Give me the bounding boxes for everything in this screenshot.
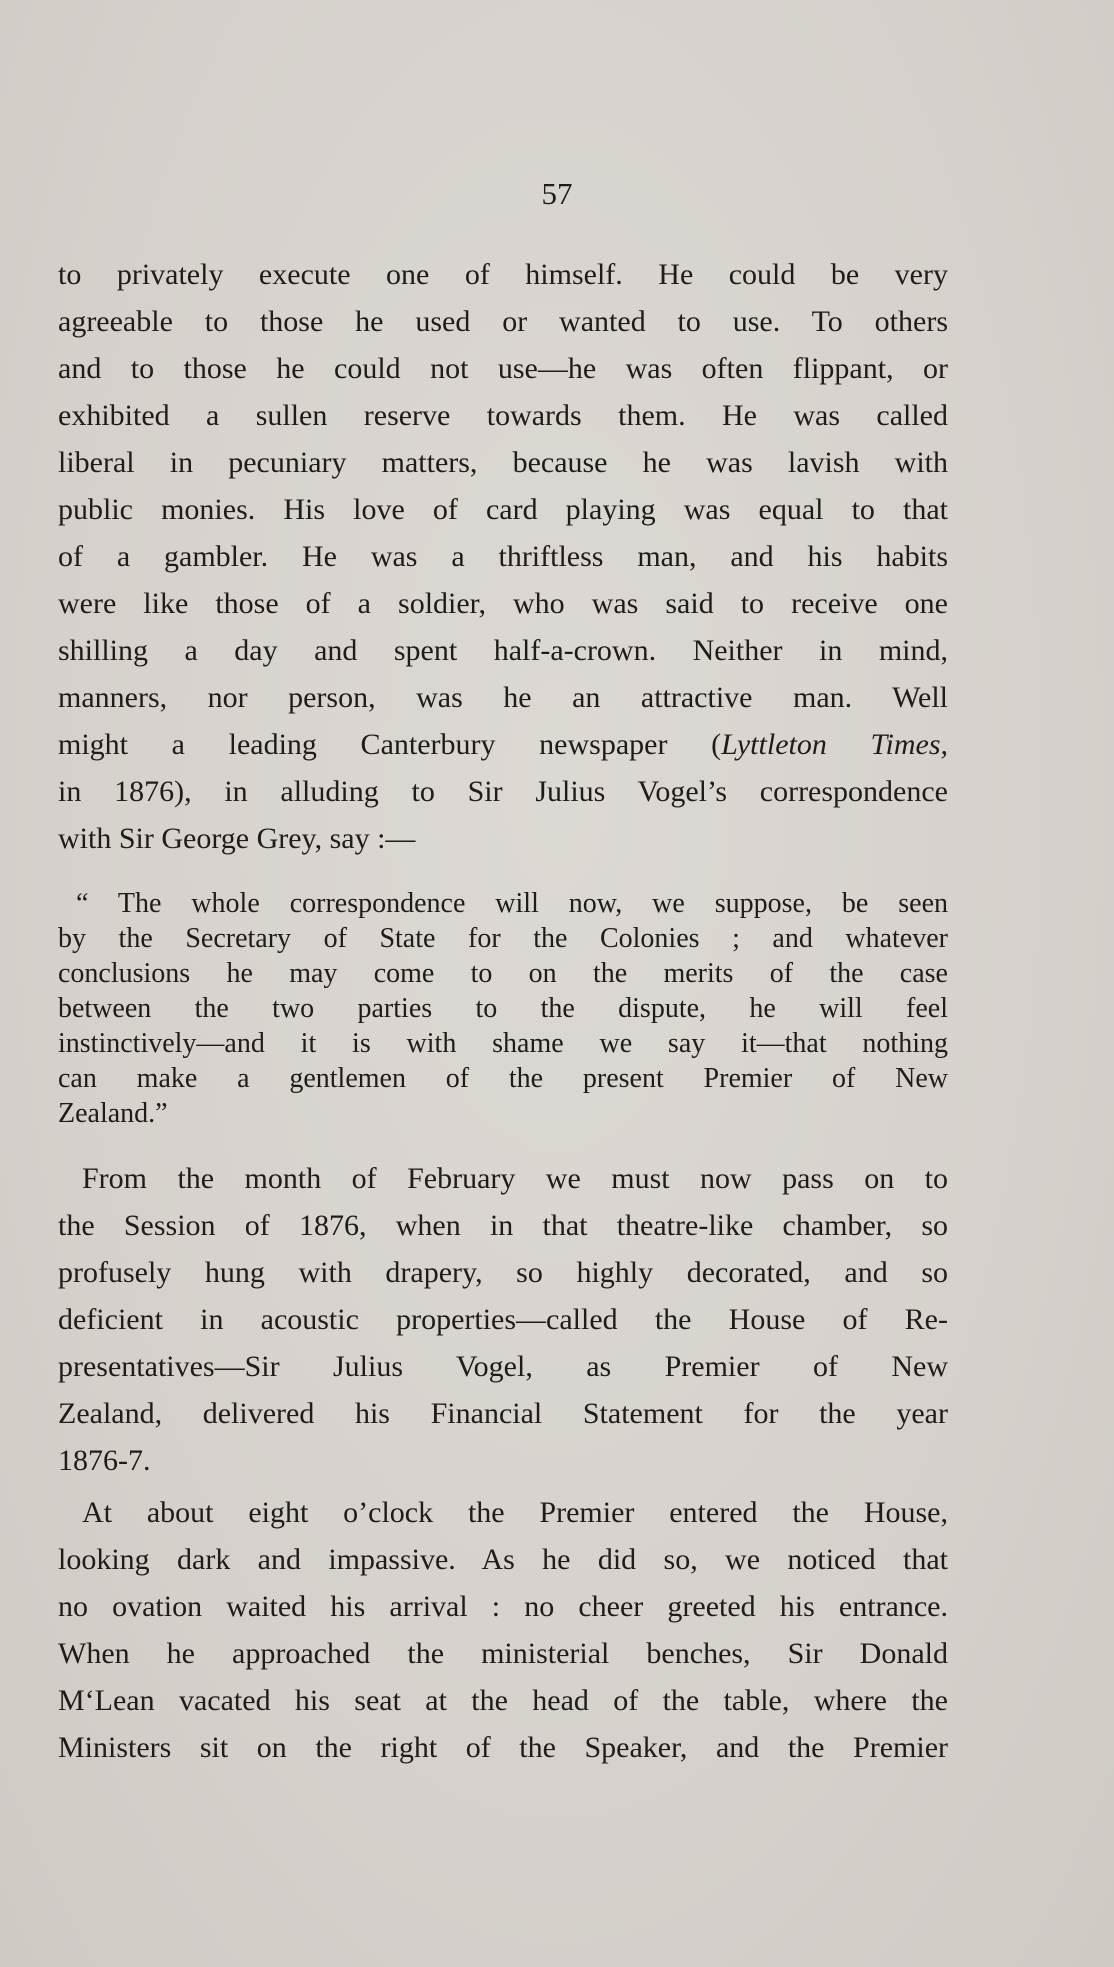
text-line: shilling a day and spent half-a-crown. Neither in mind, <box>58 634 948 667</box>
text-line: were like those of a soldier, who was said to receive one <box>58 587 948 620</box>
block-quote <box>58 886 948 1131</box>
text-line: liberal in pecuniary matters, because he was lavish with <box>58 446 948 479</box>
newspaper-title: Lyttleton Times, <box>721 728 949 761</box>
quote-line: instinctively—and it is with shame we say it—that nothing <box>58 1028 948 1059</box>
text-line: From the month of February we must now pass on to <box>82 1162 948 1195</box>
text-roman: might a leading Canterbury newspaper ( <box>58 728 722 761</box>
text-line: Zealand, delivered his Financial Statement for the year <box>58 1397 948 1430</box>
text-line: in 1876), in alluding to Sir Julius Vogel’s correspondence <box>58 775 948 808</box>
text-line: of a gambler. He was a thriftless man, and his habits <box>58 540 948 573</box>
text-line: 1876-7. <box>58 1444 151 1477</box>
text-line: At about eight o’clock the Premier entered the House, <box>82 1496 948 1529</box>
quote-line: can make a gentlemen of the present Premier of New <box>58 1063 948 1094</box>
paragraph-1 <box>58 251 948 862</box>
text-line: presentatives—Sir Julius Vogel, as Premier of New <box>58 1350 948 1383</box>
text-line: the Session of 1876, when in that theatre-like chamber, so <box>58 1209 948 1242</box>
quote-line: by the Secretary of State for the Colonies ; and whatever <box>58 923 948 954</box>
text-line: no ovation waited his arrival : no cheer greeted his entrance. <box>58 1590 948 1623</box>
text-line: with Sir George Grey, say :— <box>58 822 416 855</box>
text-line: Ministers sit on the right of the Speaker, and the Premier <box>58 1731 948 1764</box>
quote-line: “ The whole correspondence will now, we suppose, be seen <box>76 888 948 919</box>
paragraph-3 <box>58 1489 948 1771</box>
quote-line: Zealand.” <box>58 1098 168 1129</box>
paragraph-2 <box>58 1155 948 1484</box>
text-line: manners, nor person, was he an attractive man. Well <box>58 681 948 714</box>
text-line: M‘Lean vacated his seat at the head of the table, where the <box>58 1684 948 1717</box>
text-line: and to those he could not use—he was often flippant, or <box>58 352 948 385</box>
text-line: to privately execute one of himself. He could be very <box>58 258 948 291</box>
text-line-with-italic <box>58 721 948 768</box>
text-line: profusely hung with drapery, so highly decorated, and so <box>58 1256 948 1289</box>
text-line: exhibited a sullen reserve towards them. He was called <box>58 399 948 432</box>
text-line: deficient in acoustic properties—called the House of Re- <box>58 1303 948 1336</box>
page-number: 57 <box>541 176 573 211</box>
text-line: When he approached the ministerial benches, Sir Donald <box>58 1637 948 1670</box>
text-line: looking dark and impassive. As he did so, we noticed that <box>58 1543 948 1576</box>
text-line: public monies. His love of card playing was equal to that <box>58 493 948 526</box>
quote-line: conclusions he may come to on the merits of the case <box>58 958 948 989</box>
text-line: agreeable to those he used or wanted to use. To others <box>58 305 948 338</box>
quote-line: between the two parties to the dispute, he will feel <box>58 993 948 1024</box>
